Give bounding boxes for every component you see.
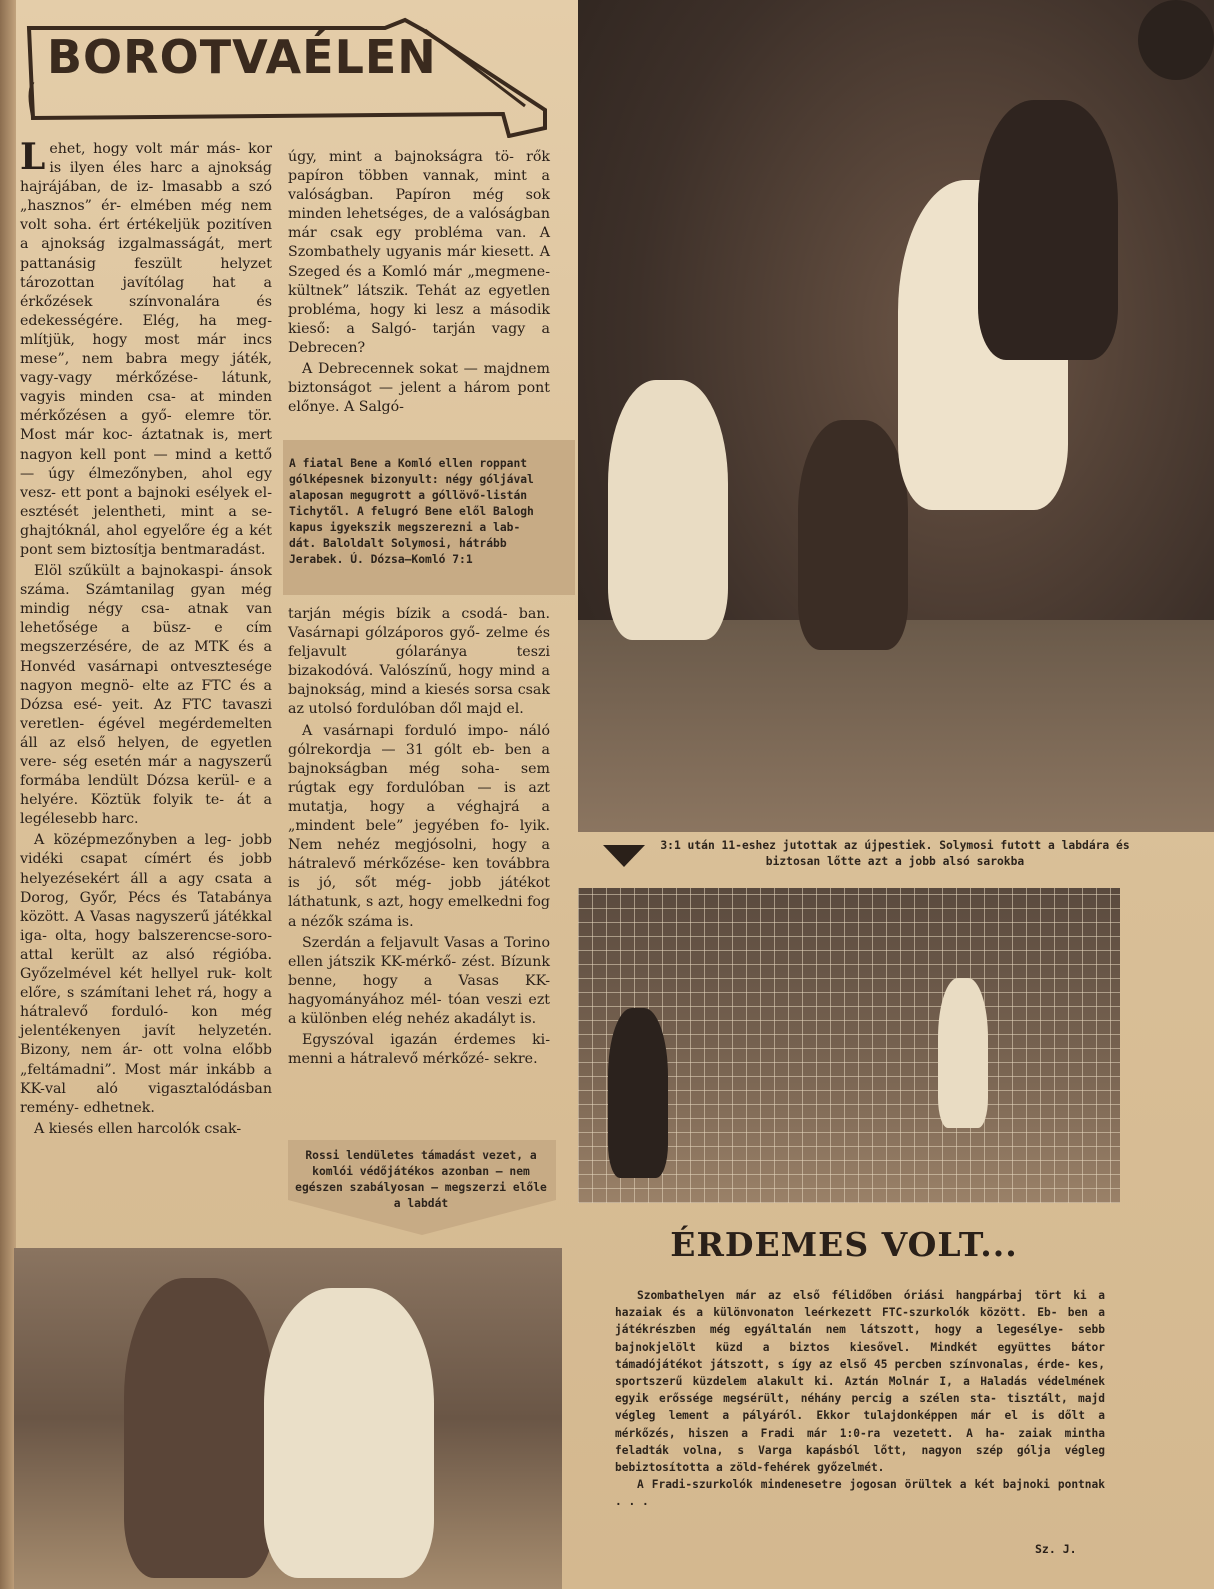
photo-pitch — [578, 620, 1214, 832]
caption-arrow-icon — [603, 845, 645, 867]
article-paragraph: Lehet, hogy volt már más- kor is ilyen éles harc a ajnokság hajrájában, de iz- lmasabb a szó „hasznos” ér- elmében még nem volt soha. ért értékeljük pozitíven a ajnokság izgalmasságát, mert pattanásig feszült helyzet tározottan javítólag hat a érkőzések színvonalára és edekességére. Elég, ha meg- mlítjük, hogy most már incs mese”, nem babra megy játék, vagy-vagy mérkőzése- látunk, vagyis minden csa- at minden mérkőzésen a győ- elemre tör. Most már koc- áztatnak is, mert nagyon kell pont — mind a kettő — úgy élmezőnyben, ahol egy vesz- ett pont a bajnoki esélyek el- esztését jelentheti, mint a se- ghajtóknál, ahol egyelőre ég a két pont sem biztosítja bentmaradást. — [20, 136, 272, 558]
caption-text: Rossi lendületes támadást vezet, a komlói védőjátékos azonban — nem egészen szabályosan — megszerzi előle a labdát — [295, 1149, 547, 1210]
player-figure — [798, 420, 908, 650]
photo-rossi-tackle — [14, 1248, 562, 1589]
article-column-2-top — [288, 148, 550, 419]
title-banner — [25, 10, 550, 138]
photo-caption-bene — [283, 440, 575, 595]
player-figure — [124, 1278, 274, 1578]
article-paragraph: úgy, mint a bajnokságra tö- rők papíron többen vannak, mint a valóságban. Papíron még sok minden lehetséges, de a valóságban már csak egy probléma van. A Szombathely ugyanis már kiesett. A Szeged és a Komló már „megmene- kültnek” látszik. Tehát az egyetlen probléma, hogy ki lesz a második kieső: a Salgó- tarján vagy a Debrecen? — [288, 149, 550, 356]
photo-penalty-goal — [578, 888, 1120, 1203]
article-paragraph: Szombathelyen már az első félidőben óriási hangpárbaj tört ki a hazaiak és a különvonaton leérkezett FTC-szurkolók között. Eb- ben a játékrészben még egyáltalán nem látszott, hogy a legesélye- sebb bajnokjelölt küzd a biztos kiesővel. Mindkét együttes bátor támadójátékot játszott, s így az első 45 percben színvonalas, érde- kes, sportszerű küzdelem alakult ki. Aztán Molnár I, a Haladás védelmének egyik erőssége megsérült, néhány percig a szélen sta- tisztált, majd végleg lement a pályáról. Ekkor tulajdonképpen már el is dőlt a mérkőzés, hiszen a Fradi már 1:0-ra vezetett. A ha- zaiak mintha feladták volna, s Varga kapásból lőtt, nagyon szép gólja végleg bebiztosította a zöld-fehérek győzelmét. — [615, 1289, 1105, 1475]
article-paragraph: Egyszóval igazán érdemes ki- menni a hátralevő mérkőzé- sekre. — [288, 1032, 550, 1068]
article-column-1 — [20, 136, 272, 1141]
caption-text: A fiatal Bene a Komló ellen roppant gólképesnek bizonyult: négy góljával alaposan megugrott a góllövő-listán Tichytől. A felugró Bene elől Balogh kapus igyekszik megszerezni a lab- dát. Baloldalt Solymosi, hátrább Jerabek. Ú. Dózsa—Komló 7:1 — [289, 457, 534, 566]
photo-header-jump — [578, 0, 1214, 832]
article-paragraph: A középmezőnyben a leg- jobb vidéki csapat címért és jobb helyezésekért áll a agy csata a Dorog, Győr, Pécs és Tatabánya között. A Vasas nagyszerű játékkal iga- olta, hogy balszerencse-soro- attal került az alsó régióba. Győzelmével két hellyel ruk- kolt előre, s számítani lehet rá, hogy a hátralevő forduló- kon még jelentékenyen javít helyzetén. Bizony, nem ár- ott volna előbb „feltámadni”. Most már inkább a KK-val aló vigasztalódásban remény- edhetnek. — [20, 832, 272, 1116]
photo-caption-rossi — [288, 1140, 556, 1235]
ball-icon — [1138, 0, 1214, 80]
goalkeeper-figure — [608, 1008, 668, 1178]
drop-cap: L — [20, 136, 46, 178]
article-column-2-bottom — [288, 605, 550, 1071]
article-headline: ÉRDEMES VOLT... — [670, 1225, 1018, 1264]
author-signature: Sz. J. — [1035, 1542, 1077, 1556]
photo-caption-penalty: 3:1 után 11-eshez jutottak az újpestiek. Solymosi futott a labdára és biztosan lőtte azt a jobb alsó sarokba — [660, 839, 1130, 868]
player-figure — [608, 380, 728, 640]
player-figure — [264, 1288, 434, 1578]
article-paragraph: A vasárnapi forduló impo- náló gólrekordja — 31 gólt eb- ben a bajnokságban még soha- sem rúgtak egy fordulóban — is azt mutatja, hogy a véghajrá a „mindent bele” jegyében fo- lyik. Nem nehéz megjósolni, hogy a hátralevő mérkőzése- ken továbbra is jó, sőt még- jobb játékot láthatunk, s azt, hogy emelkedni fog a nézők száma is. — [288, 722, 550, 930]
article-paragraph: Szerdán a feljavult Vasas a Torino ellen játszik KK-mérkő- zést. Bízunk benne, hogy a Vasas KK-hagyományához mél- tóan veszi ezt a különben elég nehéz akadályt is. — [288, 934, 550, 1027]
article-paragraph: A kiesés ellen harcolók csak- — [34, 1120, 242, 1137]
article-paragraph: A Fradi-szurkolók mindenesetre jogosan örültek a két bajnoki pontnak . . . — [615, 1478, 1105, 1509]
article-paragraph: tarján mégis bízik a csodá- ban. Vasárnapi gólzáporos győ- zelme és feljavult gólaránya teszi bizakodóvá. Valószínű, hogy mind a bajnokság, mind a kiesés sorsa csak az utolsó fordulóban dől majd el. — [288, 606, 550, 718]
article-paragraph: A Debrecennek sokat — majdnem biztonságot — jelent a három pont előnye. A Salgó- — [288, 361, 550, 416]
article-body-erdemes — [615, 1287, 1105, 1511]
article-paragraph: Elöl szűkült a bajnokaspi- ánsok száma. Számtanilag gyan még mindig négy csa- atnak van lehetősége a büsz- e cím megszerzésére, de az MTK és a Honvéd vasárnapi ontvesztesége nagyon megnö- elte az FTC és a Dózsa esé- yeit. Az FTC tavaszi veretlen- égével megérdemelten áll az első helyen, de egyetlen vere- ség esetén már a nagyszerű formába lendült Dózsa kerül- e a helyére. Köztük folyik te- át a legélesebb harc. — [20, 563, 272, 828]
player-figure — [938, 978, 988, 1128]
page-title: BOROTVAÉLEN — [47, 30, 437, 84]
player-figure — [978, 100, 1118, 360]
